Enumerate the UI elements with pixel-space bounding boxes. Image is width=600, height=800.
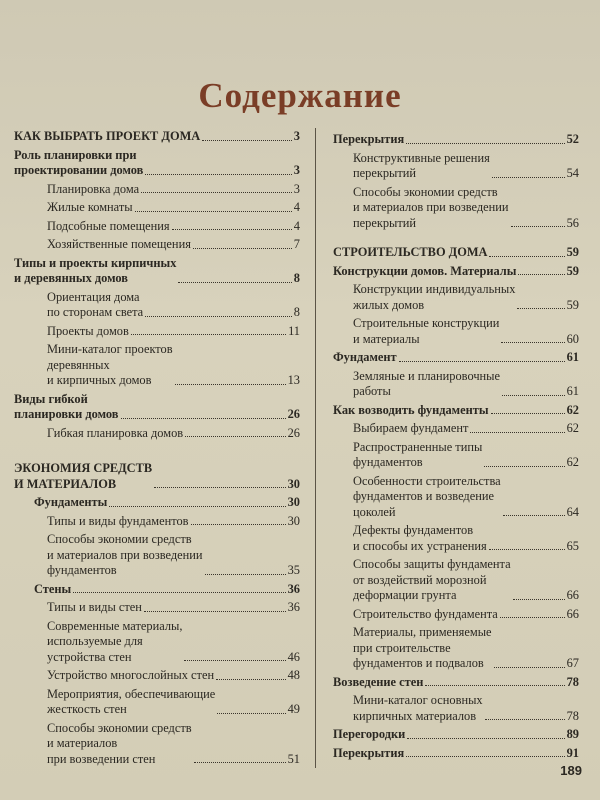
toc-entry-title: Ориентация дома по сторонам света <box>47 289 144 319</box>
toc-entry <box>14 582 300 598</box>
toc-entry-title: Мероприятия, обеспечивающие жесткость стен <box>47 686 216 716</box>
toc-entry <box>333 693 579 724</box>
toc-entry <box>14 687 300 718</box>
toc-entry-title: Роль планировки при проектировании домов <box>14 147 144 177</box>
toc-entry-title: Способы экономии средств и материалов при возведении перекрытий <box>353 184 509 230</box>
dot-leader <box>470 432 564 433</box>
dot-leader <box>154 487 285 488</box>
toc-entry <box>14 324 300 340</box>
dot-leader <box>121 418 286 419</box>
dot-leader <box>407 738 564 739</box>
toc-entry <box>14 514 300 530</box>
toc-entry-title: КАК ВЫБРАТЬ ПРОЕКТ ДОМА <box>14 129 201 143</box>
dot-leader <box>489 256 564 257</box>
toc-entry-page: 59 <box>566 245 579 259</box>
toc-entry-title: Хозяйственные помещения <box>47 237 191 251</box>
dot-leader <box>501 342 564 343</box>
toc-entry-title: СТРОИТЕЛЬСТВО ДОМА <box>333 245 488 259</box>
toc-entry <box>14 200 300 216</box>
toc-entry <box>14 237 300 253</box>
toc-entry-title: Жилые комнаты <box>47 200 133 214</box>
toc-entry <box>14 148 300 179</box>
toc-entry-page: 51 <box>287 751 300 766</box>
toc-entry-page: 3 <box>293 129 300 143</box>
toc-entry-page: 78 <box>566 708 579 723</box>
toc-entry-title: Способы защиты фундамента от воздействий морозной деформации грунта <box>353 557 511 602</box>
toc-entry-title: Подсобные помещения <box>47 218 170 233</box>
toc-entry-title: Фундаменты <box>34 495 108 509</box>
toc-entry-title: Выбираем фундамент <box>353 421 469 435</box>
page-number: 189 <box>560 763 582 778</box>
toc-entry-page: 59 <box>566 263 579 278</box>
toc-entry <box>14 668 300 684</box>
dot-leader <box>513 599 565 600</box>
dot-leader <box>518 274 564 275</box>
toc-entry <box>14 461 300 492</box>
toc-entry-title: Устройство многослойных стен <box>47 668 215 682</box>
toc-entry-page: 8 <box>293 271 300 285</box>
dot-leader <box>502 395 565 396</box>
toc-entry <box>333 245 579 261</box>
dot-leader <box>399 361 565 362</box>
toc-entry-page: 30 <box>287 495 300 509</box>
toc-entry-title: Типы и проекты кирпичных и деревянных домов <box>14 255 177 285</box>
toc-entry <box>333 727 579 743</box>
toc-entry-title: Конструкции индивидуальных жилых домов <box>353 282 516 312</box>
toc-entry <box>333 625 579 672</box>
toc-entry-page: 62 <box>566 455 579 469</box>
toc-entry-page: 4 <box>293 218 300 233</box>
dot-leader <box>109 506 285 507</box>
toc-entry-page: 46 <box>287 649 300 664</box>
toc-entry-page: 62 <box>566 421 579 435</box>
toc-entry-page: 30 <box>287 513 300 528</box>
toc-entry <box>14 129 300 145</box>
toc-entry <box>333 675 579 691</box>
toc-entry <box>333 421 579 437</box>
toc-entry-title: Мини-каталог проектов деревянных и кирпичных домов <box>47 342 173 387</box>
toc-entry-page: 36 <box>287 600 300 614</box>
dot-leader <box>492 177 565 178</box>
dot-leader <box>425 685 564 686</box>
toc-entry-page: 48 <box>287 668 300 682</box>
toc-entry-page: 3 <box>293 181 300 196</box>
dot-leader <box>511 226 565 227</box>
dot-leader <box>484 466 564 467</box>
toc-entry-page: 26 <box>287 407 300 421</box>
toc-entry-page: 64 <box>566 504 579 519</box>
toc-entry-page: 35 <box>287 563 300 577</box>
toc-entry <box>333 282 579 313</box>
toc-entry <box>333 185 579 232</box>
toc-entry-title: Способы экономии средств и материалов при возведении фундаментов <box>47 532 203 577</box>
toc-entry-title: Возведение стен <box>333 674 424 689</box>
toc-entry <box>14 219 300 235</box>
toc-entry <box>333 264 579 280</box>
dot-leader <box>194 762 286 763</box>
toc-entry-page: 56 <box>566 215 579 230</box>
toc-entry <box>333 440 579 471</box>
toc-entry <box>14 256 300 287</box>
toc-entry-title: Виды гибкой планировки домов <box>14 391 119 421</box>
dot-leader <box>503 515 565 516</box>
toc-entry-page: 61 <box>566 384 579 398</box>
toc-entry-title: Особенности строительства фундаментов и возведение цоколей <box>353 473 501 519</box>
toc-entry-title: ЭКОНОМИЯ СРЕДСТВ И МАТЕРИАЛОВ <box>14 461 153 491</box>
toc-entry-page: 54 <box>566 166 579 180</box>
toc-entry-page: 26 <box>287 425 300 440</box>
dot-leader <box>494 667 565 668</box>
dot-leader <box>216 679 286 680</box>
toc-entry-title: Материалы, применяемые при строительстве фундаментов и подвалов <box>353 625 492 670</box>
dot-leader <box>184 660 285 661</box>
toc-entry-page: 62 <box>566 402 579 417</box>
toc-entry <box>14 392 300 423</box>
toc-entry <box>333 474 579 521</box>
column-divider <box>315 128 316 768</box>
dot-leader <box>141 192 292 193</box>
toc-entry <box>333 403 579 419</box>
toc-entry-title: Перекрытия <box>333 132 405 146</box>
toc-entry-page: 49 <box>287 702 300 716</box>
toc-entry <box>14 342 300 389</box>
dot-leader <box>131 334 286 335</box>
toc-entry-page: 67 <box>566 656 579 670</box>
toc-entry <box>333 746 579 762</box>
dot-leader <box>145 174 291 175</box>
toc-entry-page: 7 <box>293 237 300 251</box>
toc-entry <box>14 495 300 511</box>
dot-leader <box>406 143 564 144</box>
toc-entry <box>14 426 300 442</box>
toc-entry <box>14 182 300 198</box>
toc-entry <box>333 151 579 182</box>
toc-entry-title: Стены <box>34 581 72 596</box>
toc-entry-page: 13 <box>287 373 300 387</box>
toc-entry <box>333 557 579 604</box>
toc-entry-page: 60 <box>566 331 579 346</box>
dot-leader <box>193 248 292 249</box>
toc-entry <box>14 721 300 768</box>
toc-entry-title: Распространенные типы фундаментов <box>353 439 483 469</box>
dot-leader <box>205 574 286 575</box>
toc-entry <box>333 369 579 400</box>
dot-leader <box>500 617 565 618</box>
toc-entry-page: 30 <box>287 476 300 491</box>
toc-entry-page: 3 <box>293 163 300 177</box>
toc-entry-title: Типы и виды стен <box>47 600 142 614</box>
toc-entry-page: 61 <box>566 350 579 364</box>
toc-entry-page: 59 <box>566 297 579 312</box>
toc-entry-title: Земляные и планировочные работы <box>353 368 501 398</box>
page-title: Содержание <box>198 76 402 115</box>
toc-entry-title: Конструктивные решения перекрытий <box>353 150 490 180</box>
toc-entry-title: Дефекты фундаментов и способы их устранения <box>353 523 487 553</box>
dot-leader <box>144 611 286 612</box>
dot-leader <box>491 413 565 414</box>
toc-entry-page: 11 <box>288 323 300 338</box>
toc-entry <box>333 132 579 148</box>
dot-leader <box>172 229 292 230</box>
toc-entry-page: 66 <box>566 606 579 621</box>
toc-entry-title: Мини-каталог основных кирпичных материалов <box>353 693 483 723</box>
toc-entry-title: Перегородки <box>333 727 406 741</box>
toc-entry-title: Как возводить фундаменты <box>333 402 489 417</box>
dot-leader <box>191 524 286 525</box>
toc-entry-page: 66 <box>566 588 579 602</box>
toc-entry-page: 89 <box>566 727 579 741</box>
dot-leader <box>175 384 286 385</box>
dot-leader <box>406 756 564 757</box>
dot-leader <box>178 282 291 283</box>
toc-entry <box>333 607 579 623</box>
dot-leader <box>73 592 285 593</box>
dot-leader <box>145 316 292 317</box>
toc-entry-title: Гибкая планировка домов <box>47 425 184 440</box>
toc-entry <box>14 600 300 616</box>
dot-leader <box>517 308 564 309</box>
toc-entry-page: 65 <box>566 538 579 553</box>
toc-left-column <box>14 129 300 767</box>
toc-right-column <box>333 129 579 761</box>
toc-entry-title: Фундамент <box>333 350 397 364</box>
toc-entry-page: 4 <box>293 200 300 214</box>
dot-leader <box>485 719 565 720</box>
toc-entry <box>333 316 579 347</box>
toc-entry-title: Проекты домов <box>47 323 129 338</box>
toc-entry-title: Строительные конструкции и материалы <box>353 316 500 346</box>
dot-leader <box>135 211 292 212</box>
toc-entry-page: 52 <box>566 132 579 146</box>
toc-entry-page: 8 <box>293 305 300 319</box>
toc-entry-page: 36 <box>287 581 300 596</box>
toc-entry-title: Конструкции домов. Материалы <box>333 263 517 278</box>
toc-entry-title: Перекрытия <box>333 745 405 760</box>
toc-entry-title: Планировка дома <box>47 181 140 196</box>
toc-entry-page: 78 <box>566 674 579 689</box>
dot-leader <box>489 549 565 550</box>
toc-entry <box>14 290 300 321</box>
toc-entry-page: 91 <box>566 745 579 760</box>
toc-entry <box>333 523 579 554</box>
toc-entry-title: Строительство фундамента <box>353 606 498 621</box>
toc-entry-title: Способы экономии средств и материалов при возведении стен <box>47 720 192 766</box>
toc-entry <box>14 532 300 579</box>
toc-entry-title: Типы и виды фундаментов <box>47 513 189 528</box>
dot-leader <box>217 713 285 714</box>
dot-leader <box>185 436 285 437</box>
toc-entry-title: Современные материалы, используемые для устройства стен <box>47 618 183 664</box>
toc-entry <box>14 619 300 666</box>
toc-entry <box>333 350 579 366</box>
dot-leader <box>202 140 292 141</box>
